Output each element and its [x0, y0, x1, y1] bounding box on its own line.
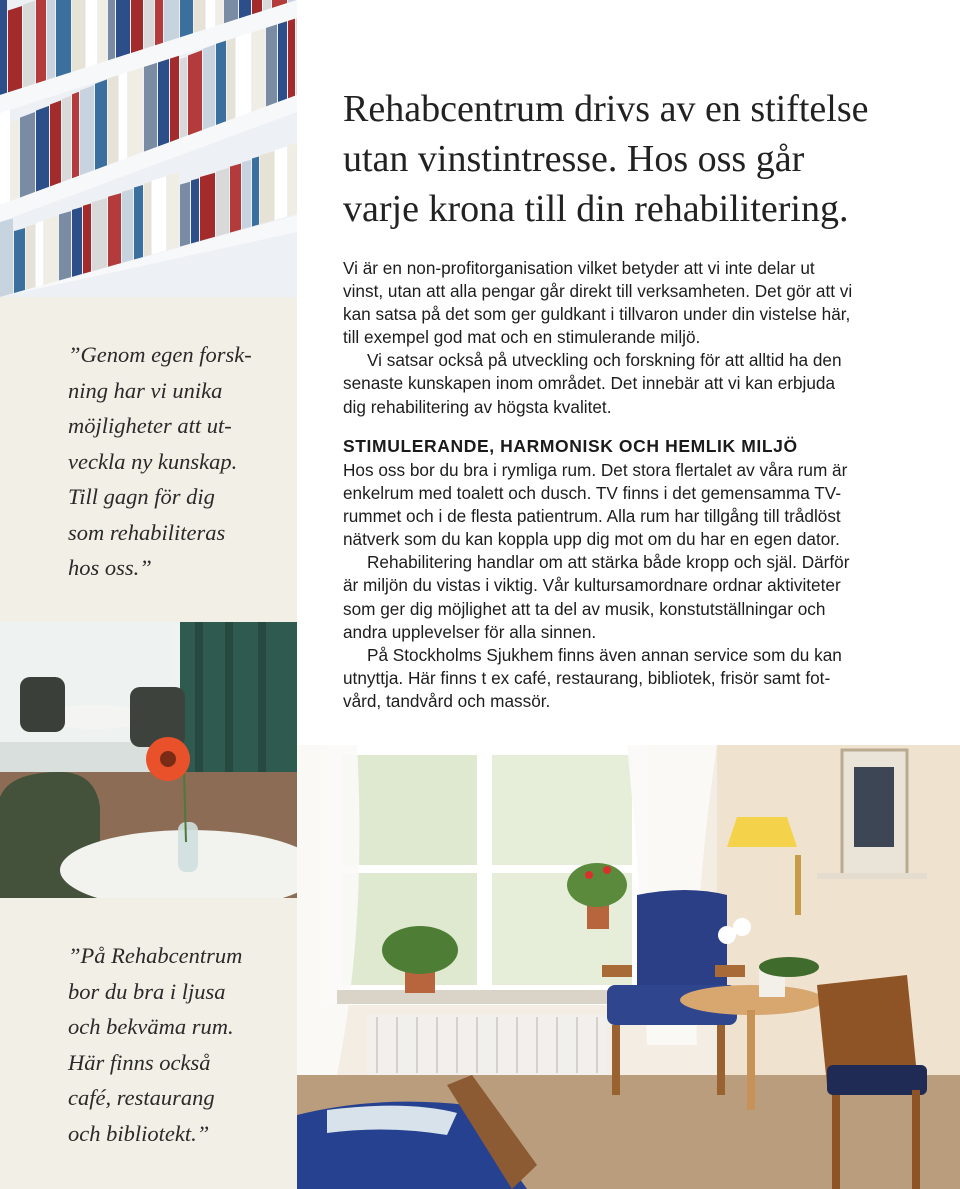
book-spine — [216, 0, 223, 26]
page-headline — [343, 84, 943, 234]
body-line: Hos oss bor du bra i rymliga rum. Det stora flertalet av våra rum är — [343, 460, 848, 480]
book-spine — [230, 164, 241, 233]
book-spine — [266, 17, 277, 107]
book-spine — [170, 47, 179, 142]
body-line: Rehabilitering handlar om att stärka både kropp och själ. Därför — [367, 552, 850, 573]
left-column — [0, 0, 297, 1189]
quote-line: Här finns också — [68, 1049, 211, 1075]
book-spine — [50, 100, 61, 186]
body-line: är miljön du vistas i viktig. Vår kultursamordnare ordnar aktiviteter — [343, 575, 841, 596]
book-spine — [44, 216, 58, 285]
book-spine — [158, 51, 169, 146]
book-spine — [252, 156, 259, 226]
book-spine — [152, 177, 166, 255]
book-spine — [86, 0, 97, 67]
book-spine — [36, 221, 43, 287]
cafe-photo — [0, 622, 297, 898]
book-spine — [227, 35, 235, 121]
book-spine — [128, 63, 143, 158]
book-spine — [144, 57, 157, 152]
book-spine — [0, 218, 13, 297]
book-spine — [260, 151, 274, 224]
body-line: dig rehabilitering av högsta kvalitet. — [343, 396, 612, 417]
book-spine — [242, 160, 251, 230]
section-heading: STIMULERANDE, HARMONISK OCH HEMLIK MILJÖ — [343, 436, 798, 456]
quote-line: som rehabiliteras — [68, 519, 226, 545]
book-spine — [206, 0, 215, 29]
quote-line: ”På Rehabcentrum — [68, 943, 243, 968]
book-spine — [119, 70, 127, 161]
intro-paragraphs — [343, 257, 903, 419]
quote-line: bor du bra i ljusa — [68, 978, 226, 1004]
book-spine — [72, 207, 82, 277]
body-line: senaste kunskapen inom området. Det innebär att vi kan erbjuda — [343, 373, 836, 394]
book-spine — [180, 0, 193, 37]
bookshelf-photo — [0, 0, 297, 297]
section-paragraphs — [343, 459, 903, 713]
book-spine — [59, 211, 71, 280]
body-line: rummet och i de flesta patientrum. Alla rum har tillgång till trådlöst — [343, 506, 841, 527]
book-spine — [108, 74, 118, 165]
book-spine — [278, 12, 287, 102]
body-line: vinst, utan att alla pengar går direkt till verksamheten. Det gör att vi — [343, 281, 853, 302]
book-spine — [83, 204, 91, 274]
quote-line: möjligheter att ut- — [68, 413, 232, 438]
pull-quote-research — [0, 297, 297, 622]
book-spine — [180, 182, 190, 247]
book-spine — [180, 57, 187, 139]
book-spine — [108, 193, 121, 267]
headline-line: varje krona till din rehabilitering. — [343, 188, 849, 230]
book-spine — [20, 112, 35, 198]
body-line: På Stockholms Sjukhem finns även annan service som du kan — [367, 644, 842, 665]
body-line: utnyttja. Här finns t ex café, restaurang, bibliotek, frisör samt fot- — [343, 667, 831, 688]
quote-line: hos oss.” — [68, 555, 152, 580]
book-spine — [134, 185, 143, 260]
book-spine — [62, 96, 71, 182]
book-spine — [92, 198, 107, 271]
book-spine — [194, 0, 205, 33]
headline-line: Rehabcentrum drivs av en stiftelse — [343, 88, 869, 130]
quote-line: och bekväma rum. — [68, 1014, 234, 1039]
book-spine — [144, 0, 154, 49]
book-spine — [47, 0, 55, 80]
book-spine — [167, 172, 179, 250]
body-line: till exempel god mat och en stimulerande miljö. — [343, 327, 701, 348]
book-spine — [164, 0, 179, 43]
body-line: kan satsa på det som ger guldkant i tillvaron under din vistelse här, — [343, 304, 851, 325]
book-spine — [188, 50, 202, 135]
book-spine — [23, 1, 35, 88]
book-spine — [216, 39, 226, 125]
body-line: Vi är en non-profitorganisation vilket betyder att vi inte delar ut — [343, 258, 815, 278]
book-spine — [72, 0, 85, 72]
book-spine — [122, 189, 133, 263]
book-spine — [288, 143, 297, 217]
book-spine — [155, 0, 163, 45]
pull-quote-rooms — [0, 898, 297, 1189]
book-spine — [0, 0, 7, 95]
book-spine — [14, 228, 25, 293]
book-spine — [216, 168, 229, 237]
body-line: nätverk som du kan koppla upp dig mot om du har en egen dator. — [343, 529, 840, 550]
body-line: andra upplevelser för alla sinnen. — [343, 621, 597, 642]
book-spine — [144, 182, 151, 257]
body-line: vård, tandvård och massör. — [343, 690, 551, 711]
patient-room-photo — [297, 745, 960, 1189]
quote-line: ning har vi unika — [68, 377, 223, 403]
body-line: Vi satsar också på utveckling och forskning för att alltid ha den — [367, 350, 842, 371]
headline-line: utan vinstintresse. Hos oss går — [343, 138, 805, 180]
book-spine — [275, 147, 287, 220]
book-spine — [131, 0, 143, 53]
book-spine — [95, 79, 107, 169]
book-spine — [116, 0, 130, 58]
book-spine — [236, 28, 251, 118]
article-column — [297, 0, 960, 745]
book-spine — [288, 8, 295, 99]
book-spine — [26, 224, 35, 290]
book-spine — [203, 44, 215, 129]
quote-line: café, restaurang — [68, 1085, 215, 1110]
book-spine — [191, 178, 199, 243]
book-spine — [36, 0, 46, 83]
book-spine — [0, 109, 10, 205]
book-spine — [200, 173, 215, 241]
book-spine — [98, 0, 107, 64]
book-spine — [56, 0, 71, 77]
quote-line: Till gagn för dig — [68, 484, 215, 509]
book-spine — [252, 22, 265, 112]
book-spine — [108, 0, 115, 60]
book-spine — [11, 119, 19, 201]
quote-line: veckla ny kunskap. — [68, 448, 238, 474]
body-line: som ger dig möjlighet att ta del av musik, konstutställningar och — [343, 598, 826, 619]
quote-line: ”Genom egen forsk- — [68, 342, 252, 367]
book-spine — [8, 6, 22, 92]
body-line: enkelrum med toalett och dusch. TV finns i det gemensamma TV- — [343, 483, 842, 504]
quote-line: och bibliotekt.” — [68, 1120, 210, 1146]
book-spine — [36, 106, 49, 192]
book-spine — [80, 85, 94, 175]
book-spine — [72, 92, 79, 179]
